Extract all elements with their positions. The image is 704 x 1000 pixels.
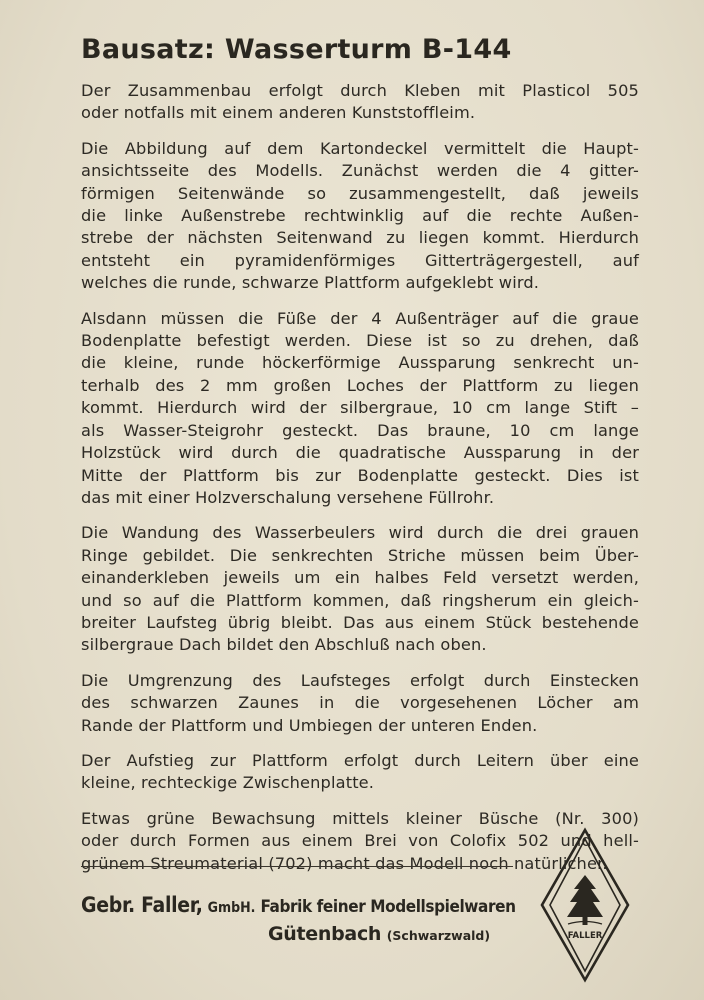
text-line: silbergraue Dach bildet den Abschluß nach oben. — [81, 635, 487, 655]
text-line: die kleine, runde höckerförmige Aussparung senkrecht un- — [81, 353, 639, 373]
text-line: breiter Laufsteg übrig bleibt. Das aus einem Stück bestehende — [81, 612, 639, 632]
text-line: ansichtsseite des Modells. Zunächst werden die 4 gitter- — [81, 161, 639, 181]
paragraph — [81, 750, 639, 795]
text-line: Die Wandung des Wasserbeulers wird durch die drei grauen — [81, 523, 639, 543]
text-line: förmigen Seitenwände so zusammengestellt, daß jeweils — [81, 183, 639, 203]
divider-rule — [81, 866, 513, 867]
text-line: terhalb des 2 mm großen Loches der Plattform zu liegen — [81, 375, 639, 395]
company-description: Fabrik feiner Modellspielwaren — [260, 897, 516, 917]
text-line: Etwas grüne Bewachsung mittels kleiner Büsche (Nr. 300) — [81, 808, 639, 828]
instruction-body — [81, 80, 639, 888]
text-line: Bodenplatte befestigt werden. Diese ist so zu drehen, daß — [81, 331, 639, 351]
company-city: Gütenbach — [268, 923, 382, 945]
text-line: welches die runde, schwarze Plattform aufgeklebt wird. — [81, 273, 540, 293]
text-line: kommt. Hierdurch wird der silbergraue, 10 cm lange Stift – — [81, 398, 639, 418]
paragraph — [81, 670, 639, 737]
text-line: Die Abbildung auf dem Kartondeckel vermittelt die Haupt- — [81, 138, 639, 158]
text-line: Mitte der Plattform bis zur Bodenplatte gesteckt. Dies ist — [81, 465, 639, 485]
paragraph — [81, 80, 639, 125]
company-name: Gebr. Faller, — [81, 893, 203, 917]
text-line: Der Aufstieg zur Plattform erfolgt durch Leitern über eine — [81, 750, 639, 770]
text-line: kleine, rechteckige Zwischenplatte. — [81, 773, 375, 793]
text-line: des schwarzen Zaunes in die vorgesehenen Löcher am — [81, 693, 639, 713]
text-line: und so auf die Plattform kommen, daß ringsherum ein gleich- — [81, 590, 639, 610]
fir-tree-icon — [567, 875, 603, 925]
text-line: die linke Außenstrebe rechtwinklig auf die rechte Außen- — [81, 206, 639, 226]
faller-logo — [539, 827, 631, 983]
text-line: Rande der Plattform und Umbiegen der unteren Enden. — [81, 715, 538, 735]
text-line: als Wasser-Steigrohr gesteckt. Das braune, 10 cm lange — [81, 420, 639, 440]
text-line: Holzstück wird durch die quadratische Aussparung in der — [81, 443, 639, 463]
company-region: (Schwarzwald) — [386, 928, 491, 943]
paragraph — [81, 522, 639, 656]
text-line: strebe der nächsten Seitenwand zu liegen kommt. Hierdurch — [81, 228, 639, 248]
text-line: oder durch Formen aus einem Brei von Colofix 502 und hell- — [81, 831, 639, 851]
company-legal-form: GmbH. — [207, 900, 256, 916]
text-line: das mit einer Holzverschalung versehene Füllrohr. — [81, 487, 495, 507]
text-line: Die Umgrenzung des Laufsteges erfolgt durch Einstecken — [81, 670, 639, 690]
text-line: oder notfalls mit einem anderen Kunststoffleim. — [81, 103, 476, 123]
text-line: einanderkleben jeweils um ein halbes Feld versetzt werden, — [81, 568, 639, 588]
paragraph — [81, 308, 639, 510]
logo-text: FALLER — [567, 931, 603, 941]
text-line: Der Zusammenbau erfolgt durch Kleben mit Plasticol 505 — [81, 81, 639, 100]
text-line: Ringe gebildet. Die senkrechten Striche müssen beim Über- — [81, 545, 639, 565]
text-line: grünem Streumaterial (702) macht das Modell noch natürlicher. — [81, 853, 608, 873]
text-line: entsteht ein pyramidenförmiges Gitterträgergestell, auf — [81, 250, 639, 270]
text-line: Alsdann müssen die Füße der 4 Außenträger auf die graue — [81, 308, 639, 328]
page-title: Bausatz: Wasserturm B-144 — [81, 34, 512, 65]
paragraph — [81, 138, 639, 295]
address-line — [268, 923, 490, 945]
company-line — [81, 893, 516, 917]
